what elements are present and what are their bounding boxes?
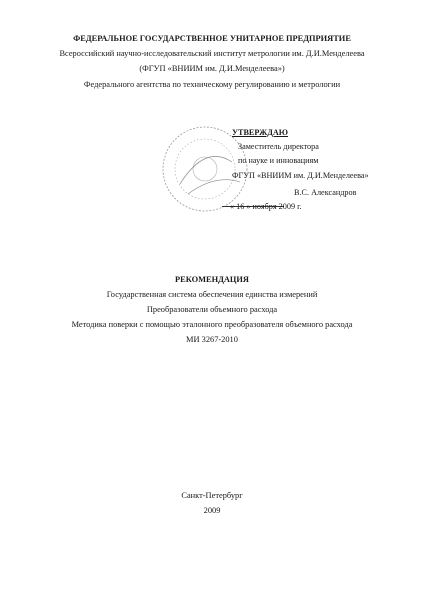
agency-name: Федерального агентства по техническому регулированию и метрологии (83, 80, 341, 89)
approval-position: Заместитель директора (238, 142, 319, 151)
document-code: МИ 3267-2010 (186, 335, 238, 344)
city: Санкт-Петербург (181, 491, 243, 500)
subject-title: Преобразователи объемного расхода (146, 305, 278, 314)
approval-date: « 16 » ноября 2009 г. (230, 202, 302, 211)
approver-name: В.С. Александров (294, 188, 357, 197)
approval-organization: ФГУП «ВНИИМ им. Д.И.Менделеева» (232, 171, 369, 180)
document-type: РЕКОМЕНДАЦИЯ (175, 275, 249, 284)
org-name: ФЕДЕРАЛЬНОЕ ГОСУДАРСТВЕННОЕ УНИТАРНОЕ ПРЕДПРИЯТИЕ (73, 34, 351, 43)
approval-position-scope: по науке и инновациям (238, 156, 319, 165)
year: 2009 (203, 506, 221, 515)
system-title: Государственная система обеспечения единства измерений (106, 290, 318, 299)
institute-name: Всероссийский научно-исследовательский институт метрологии им. Д.И.Менделеева (59, 49, 365, 58)
approval-title: УТВЕРЖДАЮ (232, 128, 288, 137)
method-title: Методика поверки с помощью эталонного преобразователя объемного расхода (71, 320, 353, 329)
institute-abbreviation: (ФГУП «ВНИИМ им. Д.И.Менделеева») (139, 64, 285, 73)
